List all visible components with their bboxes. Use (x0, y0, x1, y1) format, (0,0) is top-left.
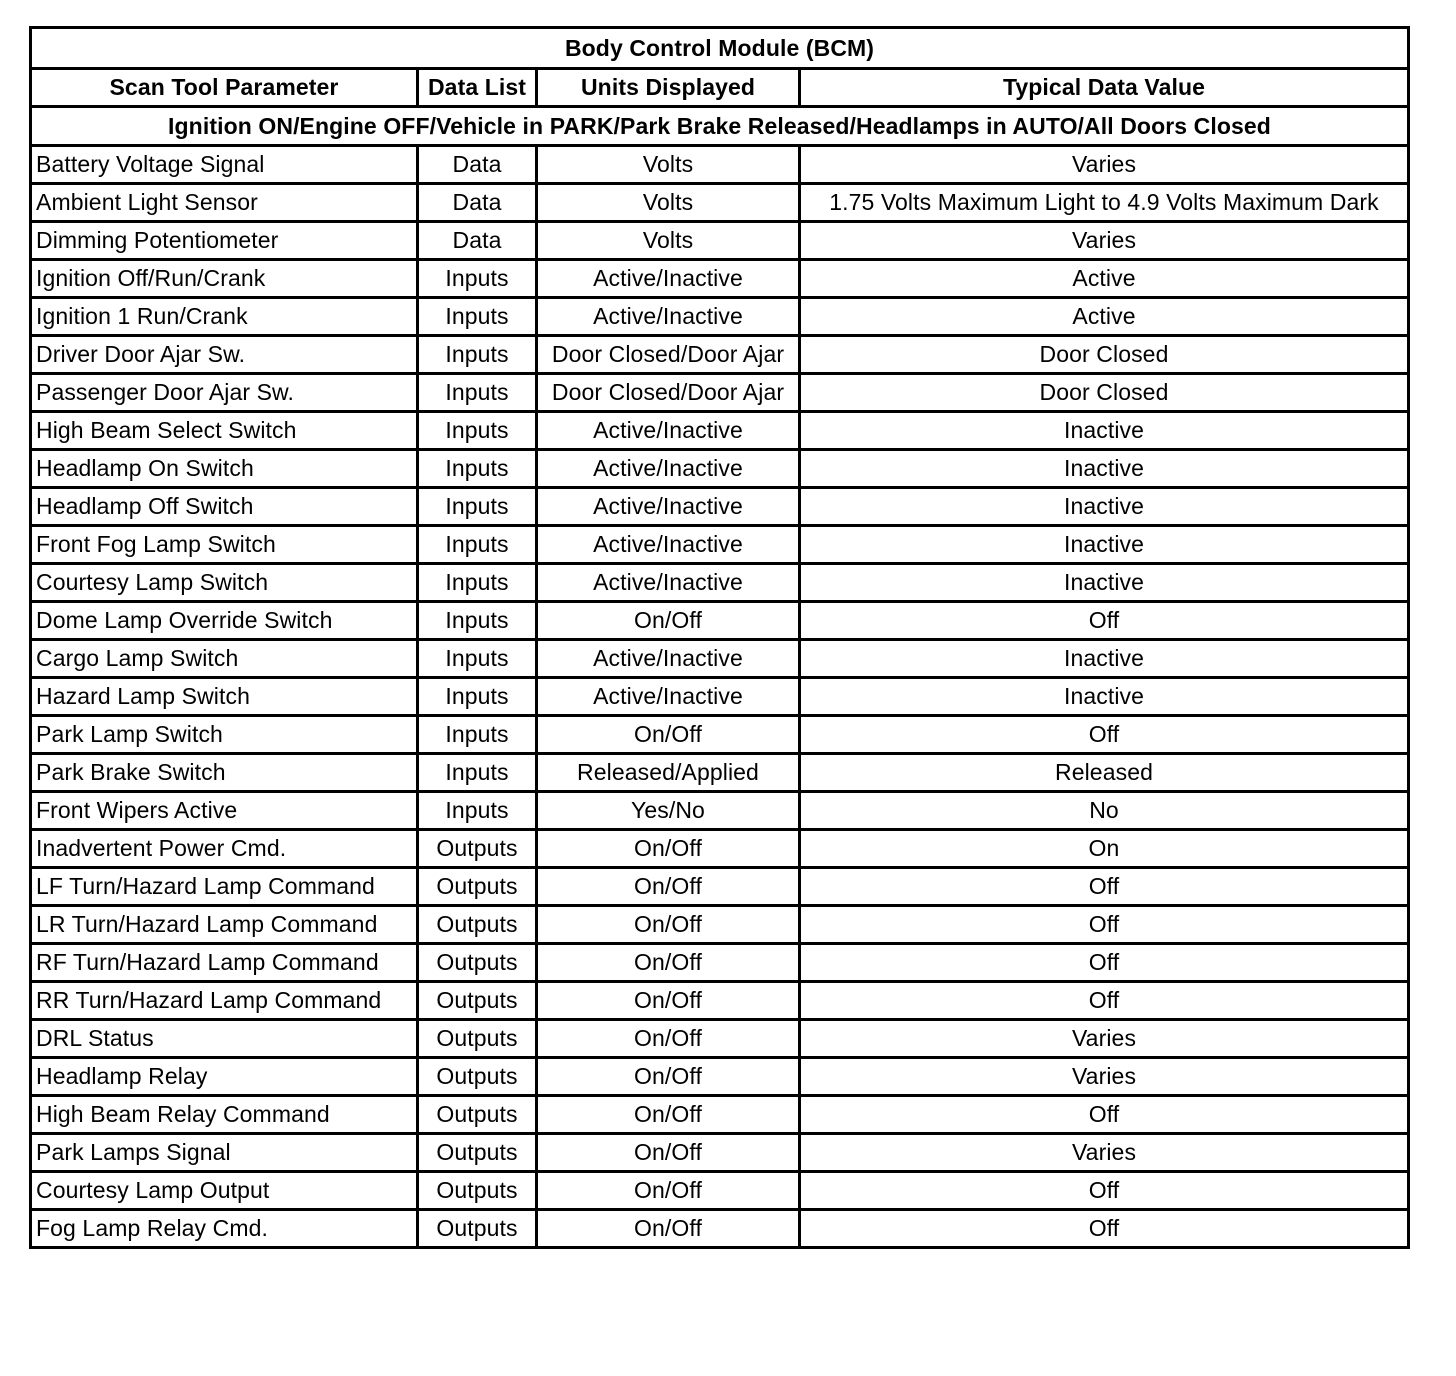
parameter-cell: Park Lamps Signal (31, 1134, 418, 1172)
table-row (31, 906, 1409, 944)
typical-value-cell: Off (800, 1210, 1409, 1248)
table-row (31, 488, 1409, 526)
data-list-cell: Outputs (418, 1096, 537, 1134)
units-cell: On/Off (537, 830, 800, 868)
typical-value-cell: Off (800, 868, 1409, 906)
table-row (31, 602, 1409, 640)
parameter-cell: Headlamp On Switch (31, 450, 418, 488)
units-cell: Volts (537, 222, 800, 260)
data-list-cell: Inputs (418, 374, 537, 412)
parameter-cell: Ignition Off/Run/Crank (31, 260, 418, 298)
parameter-cell: LR Turn/Hazard Lamp Command (31, 906, 418, 944)
table-row (31, 1058, 1409, 1096)
data-list-cell: Data (418, 184, 537, 222)
data-list-cell: Data (418, 222, 537, 260)
parameter-cell: Passenger Door Ajar Sw. (31, 374, 418, 412)
typical-value-cell: Inactive (800, 678, 1409, 716)
units-cell: Active/Inactive (537, 640, 800, 678)
bcm-data-table (29, 26, 1410, 1249)
table-row (31, 944, 1409, 982)
parameter-cell: Inadvertent Power Cmd. (31, 830, 418, 868)
parameter-cell: Park Brake Switch (31, 754, 418, 792)
data-list-cell: Inputs (418, 488, 537, 526)
typical-value-cell: Varies (800, 222, 1409, 260)
parameter-cell: High Beam Relay Command (31, 1096, 418, 1134)
table-row (31, 1096, 1409, 1134)
test-conditions: Ignition ON/Engine OFF/Vehicle in PARK/Park Brake Released/Headlamps in AUTO/All Doors Closed (31, 107, 1409, 146)
table-row (31, 374, 1409, 412)
units-cell: Active/Inactive (537, 564, 800, 602)
typical-value-cell: On (800, 830, 1409, 868)
column-header-row (31, 69, 1409, 107)
typical-value-cell: Off (800, 716, 1409, 754)
data-list-cell: Outputs (418, 906, 537, 944)
typical-value-cell: No (800, 792, 1409, 830)
units-cell: Active/Inactive (537, 678, 800, 716)
typical-value-cell: Inactive (800, 640, 1409, 678)
units-cell: On/Off (537, 1134, 800, 1172)
table-row (31, 222, 1409, 260)
table-row (31, 1134, 1409, 1172)
conditions-row (31, 107, 1409, 146)
data-list-cell: Inputs (418, 336, 537, 374)
units-cell: Door Closed/Door Ajar (537, 374, 800, 412)
data-list-cell: Data (418, 146, 537, 184)
table-row (31, 526, 1409, 564)
table-row (31, 146, 1409, 184)
parameter-cell: Hazard Lamp Switch (31, 678, 418, 716)
typical-value-cell: Door Closed (800, 336, 1409, 374)
units-cell: Yes/No (537, 792, 800, 830)
units-cell: Volts (537, 184, 800, 222)
parameter-cell: Driver Door Ajar Sw. (31, 336, 418, 374)
parameter-cell: Courtesy Lamp Output (31, 1172, 418, 1210)
typical-value-cell: Off (800, 944, 1409, 982)
data-list-cell: Outputs (418, 1172, 537, 1210)
column-header-typical-value: Typical Data Value (800, 69, 1409, 107)
table-row (31, 754, 1409, 792)
table-row (31, 1172, 1409, 1210)
typical-value-cell: Inactive (800, 526, 1409, 564)
table-row (31, 868, 1409, 906)
data-list-cell: Inputs (418, 260, 537, 298)
typical-value-cell: Active (800, 260, 1409, 298)
typical-value-cell: Off (800, 906, 1409, 944)
parameter-cell: LF Turn/Hazard Lamp Command (31, 868, 418, 906)
parameter-cell: Dome Lamp Override Switch (31, 602, 418, 640)
units-cell: Released/Applied (537, 754, 800, 792)
parameter-cell: Cargo Lamp Switch (31, 640, 418, 678)
parameter-cell: Dimming Potentiometer (31, 222, 418, 260)
data-list-cell: Inputs (418, 564, 537, 602)
data-list-cell: Inputs (418, 754, 537, 792)
units-cell: On/Off (537, 982, 800, 1020)
typical-value-cell: Inactive (800, 412, 1409, 450)
parameter-cell: Ignition 1 Run/Crank (31, 298, 418, 336)
data-list-cell: Inputs (418, 298, 537, 336)
parameter-cell: RF Turn/Hazard Lamp Command (31, 944, 418, 982)
column-header-data-list: Data List (418, 69, 537, 107)
table-row (31, 792, 1409, 830)
data-list-cell: Inputs (418, 792, 537, 830)
table-row (31, 716, 1409, 754)
data-list-cell: Outputs (418, 1210, 537, 1248)
table-title-row (31, 28, 1409, 69)
units-cell: On/Off (537, 716, 800, 754)
parameter-cell: Courtesy Lamp Switch (31, 564, 418, 602)
units-cell: Active/Inactive (537, 526, 800, 564)
data-list-cell: Inputs (418, 412, 537, 450)
typical-value-cell: 1.75 Volts Maximum Light to 4.9 Volts Maximum Dark (800, 184, 1409, 222)
table-row (31, 1210, 1409, 1248)
typical-value-cell: Varies (800, 1020, 1409, 1058)
column-header-units: Units Displayed (537, 69, 800, 107)
data-list-cell: Outputs (418, 830, 537, 868)
data-list-cell: Outputs (418, 1020, 537, 1058)
typical-value-cell: Inactive (800, 488, 1409, 526)
table-row (31, 336, 1409, 374)
column-header-parameter: Scan Tool Parameter (31, 69, 418, 107)
typical-value-cell: Off (800, 1172, 1409, 1210)
data-list-cell: Outputs (418, 868, 537, 906)
units-cell: Active/Inactive (537, 298, 800, 336)
data-list-cell: Outputs (418, 1134, 537, 1172)
units-cell: On/Off (537, 602, 800, 640)
parameter-cell: DRL Status (31, 1020, 418, 1058)
units-cell: Volts (537, 146, 800, 184)
units-cell: On/Off (537, 868, 800, 906)
parameter-cell: Battery Voltage Signal (31, 146, 418, 184)
units-cell: On/Off (537, 944, 800, 982)
typical-value-cell: Off (800, 982, 1409, 1020)
table-body (31, 146, 1409, 1248)
typical-value-cell: Off (800, 602, 1409, 640)
units-cell: On/Off (537, 1172, 800, 1210)
parameter-cell: RR Turn/Hazard Lamp Command (31, 982, 418, 1020)
table-row (31, 184, 1409, 222)
table-row (31, 1020, 1409, 1058)
parameter-cell: Fog Lamp Relay Cmd. (31, 1210, 418, 1248)
units-cell: Active/Inactive (537, 412, 800, 450)
data-list-cell: Outputs (418, 982, 537, 1020)
data-list-cell: Inputs (418, 678, 537, 716)
data-list-cell: Outputs (418, 1058, 537, 1096)
typical-value-cell: Inactive (800, 450, 1409, 488)
parameter-cell: Headlamp Off Switch (31, 488, 418, 526)
data-list-cell: Outputs (418, 944, 537, 982)
parameter-cell: High Beam Select Switch (31, 412, 418, 450)
data-list-cell: Inputs (418, 526, 537, 564)
table-row (31, 678, 1409, 716)
typical-value-cell: Door Closed (800, 374, 1409, 412)
units-cell: Active/Inactive (537, 488, 800, 526)
typical-value-cell: Off (800, 1096, 1409, 1134)
table-row (31, 450, 1409, 488)
table-row (31, 982, 1409, 1020)
data-list-cell: Inputs (418, 640, 537, 678)
typical-value-cell: Active (800, 298, 1409, 336)
typical-value-cell: Released (800, 754, 1409, 792)
typical-value-cell: Varies (800, 1058, 1409, 1096)
table-row (31, 260, 1409, 298)
table-row (31, 564, 1409, 602)
parameter-cell: Front Fog Lamp Switch (31, 526, 418, 564)
parameter-cell: Headlamp Relay (31, 1058, 418, 1096)
data-list-cell: Inputs (418, 602, 537, 640)
typical-value-cell: Varies (800, 1134, 1409, 1172)
units-cell: On/Off (537, 1096, 800, 1134)
units-cell: Active/Inactive (537, 450, 800, 488)
units-cell: Active/Inactive (537, 260, 800, 298)
table-title: Body Control Module (BCM) (31, 28, 1409, 69)
data-list-cell: Inputs (418, 450, 537, 488)
units-cell: On/Off (537, 1058, 800, 1096)
units-cell: On/Off (537, 906, 800, 944)
typical-value-cell: Varies (800, 146, 1409, 184)
units-cell: On/Off (537, 1020, 800, 1058)
table-row (31, 640, 1409, 678)
units-cell: Door Closed/Door Ajar (537, 336, 800, 374)
table-row (31, 298, 1409, 336)
table-row (31, 830, 1409, 868)
parameter-cell: Park Lamp Switch (31, 716, 418, 754)
typical-value-cell: Inactive (800, 564, 1409, 602)
table-row (31, 412, 1409, 450)
units-cell: On/Off (537, 1210, 800, 1248)
parameter-cell: Front Wipers Active (31, 792, 418, 830)
parameter-cell: Ambient Light Sensor (31, 184, 418, 222)
data-list-cell: Inputs (418, 716, 537, 754)
